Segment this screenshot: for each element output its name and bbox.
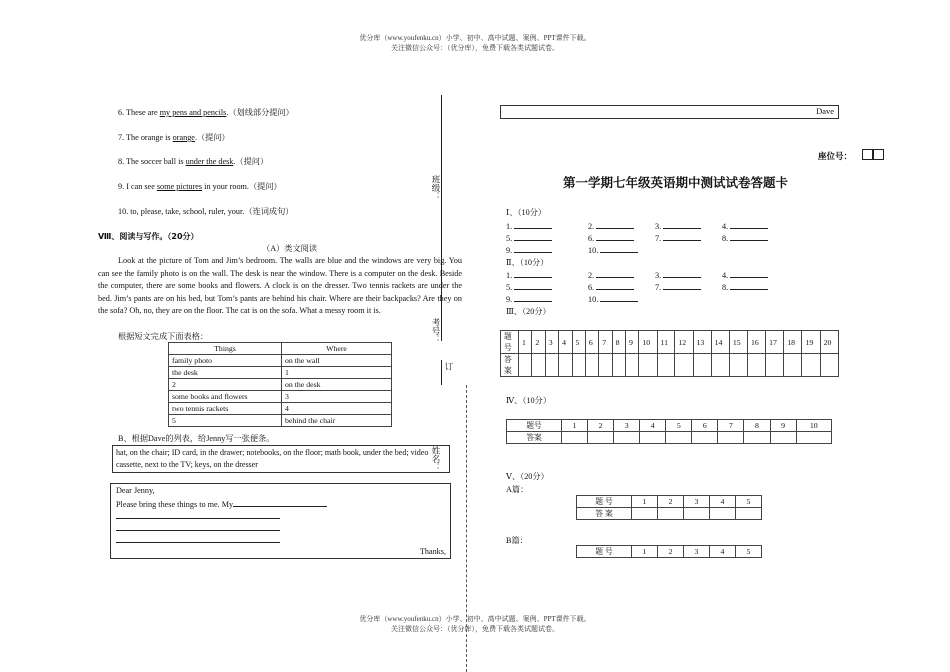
s4-answer-cell[interactable] [770, 432, 796, 444]
s3-num-cell: 5 [572, 331, 585, 354]
s1-item[interactable] [722, 220, 768, 231]
s1-item[interactable] [506, 232, 552, 243]
s3-answer-cell[interactable] [599, 354, 612, 377]
header-where: Where [282, 343, 392, 355]
s3-num-cell: 4 [559, 331, 572, 354]
s3-num-cell: 16 [747, 331, 765, 354]
s3-answer-cell[interactable] [559, 354, 572, 377]
s3-answer-cell[interactable] [612, 354, 625, 377]
page-header [0, 33, 950, 53]
s3-answer-cell[interactable] [572, 354, 585, 377]
s1-num: 4. [722, 222, 729, 231]
table-cell: two tennis rackets [169, 403, 282, 415]
section-1-blanks [506, 220, 786, 258]
s3-answer-row [501, 354, 839, 377]
s5a-a-header: 答 案 [577, 508, 632, 520]
table-cell: family photo [169, 355, 282, 367]
s3-answer-cell[interactable] [639, 354, 657, 377]
q6-underlined: my pens and pencils [159, 108, 227, 117]
dave-name-box [500, 105, 839, 119]
s3-num-cell: 20 [820, 331, 838, 354]
s4-num-cell: 3 [614, 420, 640, 432]
s4-num-cell: 6 [692, 420, 718, 432]
s2-item[interactable] [588, 269, 634, 280]
s4-a-header: 答案 [507, 432, 562, 444]
table-row [169, 391, 392, 403]
s2-num: 2. [588, 271, 595, 280]
s3-num-cell: 13 [693, 331, 711, 354]
s5a-answer-cell[interactable] [736, 508, 762, 520]
s5b-num-cell: 5 [736, 546, 762, 558]
q7-text: 7. The orange is [118, 133, 173, 142]
s3-num-cell: 17 [766, 331, 784, 354]
section-5-a-label: A篇： [506, 485, 529, 494]
q9-underlined: some pictures [156, 182, 203, 191]
s3-answer-cell[interactable] [532, 354, 545, 377]
s3-answer-cell[interactable] [675, 354, 693, 377]
s3-num-cell: 2 [532, 331, 545, 354]
s3-answer-cell[interactable] [585, 354, 598, 377]
s2-item[interactable] [588, 281, 634, 292]
s4-num-cell: 4 [640, 420, 666, 432]
section-4-table [506, 419, 832, 444]
header-line-2: 关注微信公众号：（优分库），免费下载各类试题试卷。 [391, 44, 559, 52]
s4-num-cell: 1 [562, 420, 588, 432]
seat-box-1[interactable] [862, 149, 873, 160]
table-cell: behind the chair [282, 415, 392, 427]
s1-num: 7. [655, 234, 662, 243]
table-header-row [169, 343, 392, 355]
section-1-label: Ⅰ、（10分） [506, 208, 547, 217]
s4-answer-cell[interactable] [640, 432, 666, 444]
s3-answer-cell[interactable] [545, 354, 558, 377]
s2-num: 7. [655, 283, 662, 292]
table-cell: some books and flowers [169, 391, 282, 403]
question-7 [118, 132, 230, 143]
letter-box [110, 483, 451, 559]
s2-item[interactable] [506, 281, 552, 292]
s2-num: 9. [506, 295, 513, 304]
s3-num-cell: 1 [519, 331, 532, 354]
s5a-num-cell: 1 [632, 496, 658, 508]
s4-num-cell: 5 [666, 420, 692, 432]
s3-num-cell: 9 [626, 331, 639, 354]
s1-num: 9. [506, 246, 513, 255]
side-ding-label: 订 [444, 362, 454, 371]
s3-num-cell: 7 [599, 331, 612, 354]
seat-number-label: 座位号： [818, 151, 853, 161]
s3-num-cell: 3 [545, 331, 558, 354]
s2-item[interactable] [588, 293, 638, 304]
s5b-num-cell: 4 [710, 546, 736, 558]
s1-num: 8. [722, 234, 729, 243]
table-cell: 5 [169, 415, 282, 427]
q6-instruction: .（划线部分提问） [226, 108, 294, 117]
s2-item[interactable] [506, 269, 552, 280]
table-row [169, 403, 392, 415]
s4-answer-cell[interactable] [666, 432, 692, 444]
section-3-label: Ⅲ、（20分） [506, 307, 551, 316]
s5a-question-row [577, 496, 762, 508]
s3-answer-cell[interactable] [626, 354, 639, 377]
table-cell: 4 [282, 403, 392, 415]
things-table [168, 342, 392, 427]
s3-answer-cell[interactable] [657, 354, 675, 377]
s1-item[interactable] [588, 220, 634, 231]
s4-answer-cell[interactable] [744, 432, 770, 444]
s2-num: 6. [588, 283, 595, 292]
s5a-answer-row [577, 508, 762, 520]
footer-line-1: 优分库（www.youfenku.cn）小学、初中、高中试题、案例、PPT课件下载。 [359, 615, 591, 623]
question-9 [118, 181, 282, 192]
s5b-q-header: 题 号 [577, 546, 632, 558]
q7-underlined: orange [172, 133, 195, 142]
s4-q-header: 题号 [507, 420, 562, 432]
q8-text: 8. The soccer ball is [118, 157, 186, 166]
s3-answer-cell[interactable] [747, 354, 765, 377]
q9-text: 9. I can see [118, 182, 157, 191]
dave-list-box: hat, on the chair; ID card, in the drawer; notebooks, on the floor; math book, under the bed; video cassette, next to the TV; keys, on the dresser [112, 445, 450, 473]
letter-line[interactable] [116, 518, 280, 519]
s1-item[interactable] [506, 220, 552, 231]
s4-answer-cell[interactable] [692, 432, 718, 444]
question-6 [118, 107, 294, 118]
s4-num-cell: 9 [770, 420, 796, 432]
s3-answer-cell[interactable] [802, 354, 820, 377]
s5a-num-cell: 2 [658, 496, 684, 508]
side-class-label: 班级： [431, 175, 441, 201]
s2-item[interactable] [722, 281, 768, 292]
section-3-table [500, 330, 839, 377]
s1-num: 5. [506, 234, 513, 243]
s5a-answer-cell[interactable] [632, 508, 658, 520]
s3-q-header: 题号 [501, 331, 519, 354]
header-line-1: 优分库（www.youfenku.cn）小学、初中、高中试题、案例、PPT课件下载。 [359, 34, 591, 42]
s5b-num-cell: 3 [684, 546, 710, 558]
s4-answer-cell[interactable] [588, 432, 614, 444]
s5a-answer-cell[interactable] [710, 508, 736, 520]
s3-answer-cell[interactable] [711, 354, 729, 377]
table-cell: 1 [282, 367, 392, 379]
s4-answer-row [507, 432, 832, 444]
s5a-q-header: 题 号 [577, 496, 632, 508]
question-8 [118, 156, 268, 167]
letter-prompt: Please bring these things to me. My [116, 500, 234, 509]
s2-item[interactable] [506, 293, 552, 304]
s1-num: 1. [506, 222, 513, 231]
side-name-label: 姓名： [431, 446, 441, 472]
table-row [169, 355, 392, 367]
section-5-b-label: B篇： [506, 536, 528, 545]
s3-answer-cell[interactable] [820, 354, 838, 377]
table-cell: the desk [169, 367, 282, 379]
s2-num: 10. [588, 295, 599, 304]
s2-item[interactable] [655, 269, 701, 280]
s4-num-cell: 2 [588, 420, 614, 432]
question-10: 10. to, please, take, school, ruler, your.（连词成句） [118, 207, 294, 216]
letter-line[interactable] [116, 530, 280, 531]
q8-instruction: .（提问） [233, 157, 269, 166]
s2-num: 5. [506, 283, 513, 292]
s3-answer-cell[interactable] [519, 354, 532, 377]
s5a-num-cell: 5 [736, 496, 762, 508]
s3-num-cell: 11 [657, 331, 675, 354]
s1-num: 10. [588, 246, 599, 255]
s5a-answer-cell[interactable] [658, 508, 684, 520]
letter-first-line [116, 498, 327, 509]
s5a-answer-cell[interactable] [684, 508, 710, 520]
footer-line-2: 关注微信公众号：（优分库），免费下载各类试题试卷。 [391, 625, 559, 633]
s4-answer-cell[interactable] [718, 432, 744, 444]
header-things: Things [169, 343, 282, 355]
letter-line[interactable] [116, 542, 280, 543]
s1-num: 3. [655, 222, 662, 231]
s3-num-cell: 19 [802, 331, 820, 354]
section-2-blanks [506, 269, 786, 307]
section-5-a-table [576, 495, 762, 520]
section-5-b-table [576, 545, 762, 558]
s3-question-row [501, 331, 839, 354]
s1-item[interactable] [588, 232, 634, 243]
letter-thanks: Thanks, [419, 547, 446, 556]
s3-num-cell: 10 [639, 331, 657, 354]
s4-num-cell: 7 [718, 420, 744, 432]
side-exam-label: 考号： [431, 318, 441, 344]
table-row [169, 367, 392, 379]
q7-instruction: .（提问） [194, 133, 230, 142]
letter-greeting: Dear Jenny, [116, 486, 155, 495]
s3-num-cell: 14 [711, 331, 729, 354]
cut-dashed-line [466, 385, 467, 672]
s4-question-row [507, 420, 832, 432]
s4-num-cell: 10 [796, 420, 831, 432]
s2-num: 4. [722, 271, 729, 280]
part-b-title: B、根据Dave的列表，给Jenny写一张便条。 [118, 434, 275, 443]
section-4-label: Ⅳ、（10分） [506, 396, 552, 405]
s5b-num-cell: 2 [658, 546, 684, 558]
s5a-num-cell: 4 [710, 496, 736, 508]
s4-answer-cell[interactable] [614, 432, 640, 444]
s2-num: 3. [655, 271, 662, 280]
table-cell: on the desk [282, 379, 392, 391]
table-row [169, 379, 392, 391]
s1-item[interactable] [722, 232, 768, 243]
letter-blank[interactable] [233, 498, 327, 507]
s1-item[interactable] [655, 232, 701, 243]
answer-sheet-title: 第一学期七年级英语期中测试试卷答题卡 [563, 176, 789, 190]
s3-a-header: 答案 [501, 354, 519, 377]
s2-num: 8. [722, 283, 729, 292]
s2-item[interactable] [655, 281, 701, 292]
section-8-heading: Ⅷ、阅读与写作。（20分） [98, 232, 199, 241]
table-intro: 根据短文完成下面表格： [118, 332, 209, 341]
s3-num-cell: 15 [729, 331, 747, 354]
part-a-title: （A）类文阅读 [262, 244, 318, 253]
dave-name: Dave [816, 106, 834, 116]
table-cell: 3 [282, 391, 392, 403]
q6-text: 6. These are [118, 108, 160, 117]
section-2-label: Ⅱ、（10分） [506, 258, 549, 267]
s3-num-cell: 6 [585, 331, 598, 354]
page-footer [0, 614, 950, 634]
s4-num-cell: 8 [744, 420, 770, 432]
q9-instruction: in your room.（提问） [202, 182, 282, 191]
s3-answer-cell[interactable] [766, 354, 784, 377]
s1-item[interactable] [506, 244, 552, 255]
s3-answer-cell[interactable] [729, 354, 747, 377]
s4-answer-cell[interactable] [796, 432, 831, 444]
s3-answer-cell[interactable] [693, 354, 711, 377]
s5b-question-row [577, 546, 762, 558]
q8-underlined: under the desk [185, 157, 234, 166]
s1-item[interactable] [655, 220, 701, 231]
reading-passage: Look at the picture of Tom and Jim’s bedroom. The walls are blue and the windows are very big. You can see the family photo is on the wall. The desk is near the window. There is a computer on the desk. Beside the computer, there are some books and flowers. A clock is on the dresser. Two tennis rackets are under the bed. Jim’s pants are on his bed, but Tom’s pants are behind his chair. Where are their backpacks? Are they on the sofa? Oh, no, they are on the floor. The cat is on the sofa. What a messy room it is. [98, 256, 462, 316]
s1-num: 2. [588, 222, 595, 231]
s5a-num-cell: 3 [684, 496, 710, 508]
s2-num: 1. [506, 271, 513, 280]
seat-box-2[interactable] [873, 149, 884, 160]
section-5-label: Ⅴ、（20分） [506, 472, 549, 481]
table-row [169, 415, 392, 427]
s5b-num-cell: 1 [632, 546, 658, 558]
s1-item[interactable] [588, 244, 638, 255]
s3-num-cell: 8 [612, 331, 625, 354]
table-cell: on the wall [282, 355, 392, 367]
s4-answer-cell[interactable] [562, 432, 588, 444]
binding-line-mid [441, 360, 442, 385]
s1-num: 6. [588, 234, 595, 243]
s3-num-cell: 12 [675, 331, 693, 354]
s2-item[interactable] [722, 269, 768, 280]
table-cell: 2 [169, 379, 282, 391]
s3-answer-cell[interactable] [784, 354, 802, 377]
s3-num-cell: 18 [784, 331, 802, 354]
